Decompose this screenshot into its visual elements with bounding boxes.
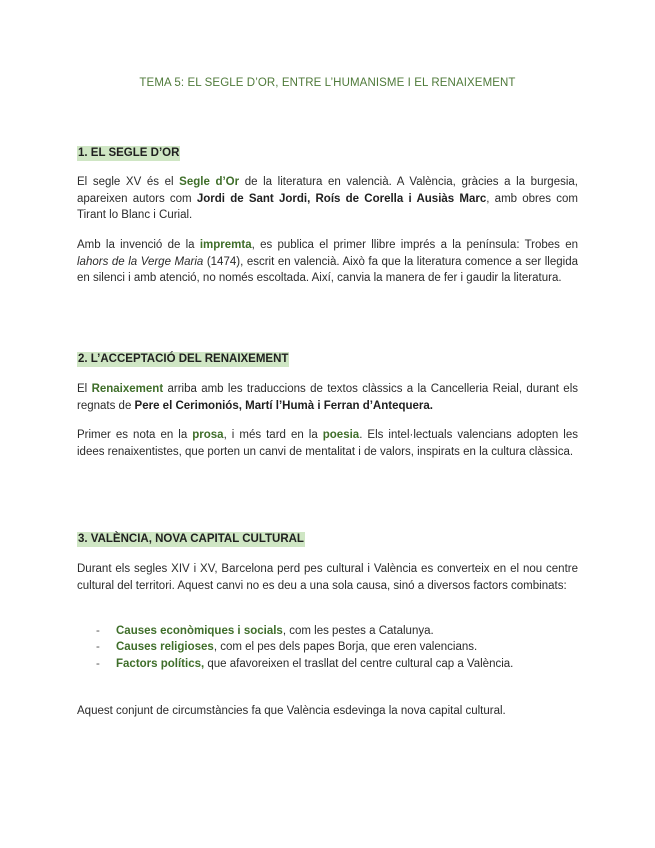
text: , es publica el primer llibre imprés a la península: Trobes en xyxy=(251,239,578,251)
text: El xyxy=(77,383,92,395)
bullet-dash: - xyxy=(96,657,100,670)
text: arriba amb les traduccions de textos clàssics a la Cancelleria Reial, durant els regnats de xyxy=(77,383,578,412)
highlight-term: impremta xyxy=(199,239,252,251)
list-item xyxy=(96,623,576,639)
bullet-dash: - xyxy=(96,641,100,654)
bold-authors: Jordi de Sant Jordi, Roís de Corella i Ausiàs Marc xyxy=(196,192,487,205)
text: Primer es nota en la xyxy=(77,429,193,441)
section-2-paragraph-2 xyxy=(77,427,578,460)
list-item-term: Causes econòmiques i socials xyxy=(116,625,283,637)
highlight-term: prosa xyxy=(192,429,224,441)
section-2-heading: 2. L’ACCEPTACIÓ DEL RENAIXEMENT xyxy=(78,353,289,365)
text: , i més tard en la xyxy=(223,429,323,441)
text: de la literatura en valencià. A València, gràcies a la burgesia, apareixen autors com xyxy=(77,176,578,205)
italic-title: lahors de la Verge Maria xyxy=(77,255,204,268)
section-3-heading: 3. VALÈNCIA, NOVA CAPITAL CULTURAL xyxy=(78,533,304,545)
list-item xyxy=(96,639,576,655)
bold-kings: Pere el Cerimoniós, Martí l’Humà i Ferran d’Antequera. xyxy=(134,399,433,412)
list-item-text: que afavoreixen el trasllat del centre cultural cap a València. xyxy=(204,657,514,670)
text: El segle XV és el xyxy=(77,176,180,188)
section-3-paragraph-1: Durant els segles XIV i XV, Barcelona perd pes cultural i València es converteix en el nou centre cultural del territori. Aquest canvi no es deu a una sola causa, sinó a diversos factors combinats: xyxy=(77,563,578,592)
section-1-paragraph-1 xyxy=(77,174,578,224)
text: Amb la invenció de la xyxy=(77,239,200,251)
text: (1474), escrit en valencià. Això fa que la literatura comence a ser llegida en silenci i amb atenció, no només escoltada. Així, canvia la manera de fer i gaudir la literatura. xyxy=(77,255,578,285)
list-item-term: Causes religioses xyxy=(116,641,214,654)
highlight-term: Renaixement xyxy=(91,383,164,395)
highlight-term: poesia xyxy=(322,429,360,441)
causes-list xyxy=(96,623,576,672)
list-item-text: , com les pestes a Catalunya. xyxy=(282,625,434,637)
section-3-paragraph-2: Aquest conjunt de circumstàncies fa que València esdevinga la nova capital cultural. xyxy=(77,705,506,717)
section-1-paragraph-2 xyxy=(77,237,578,287)
list-item-text: , com el pes dels papes Borja, que eren valencians. xyxy=(213,641,478,654)
bullet-dash: - xyxy=(96,625,100,637)
list-item xyxy=(96,656,576,672)
document-title: TEMA 5: EL SEGLE D’OR, ENTRE L’HUMANISME I EL RENAIXEMENT xyxy=(139,77,516,89)
section-1-heading: 1. EL SEGLE D’OR xyxy=(78,147,180,159)
section-2-paragraph-1 xyxy=(77,381,578,414)
list-item-term: Factors polítics, xyxy=(116,657,205,670)
highlight-term: Segle d’Or xyxy=(179,176,240,188)
text: . Els intel·lectuals valencians adopten les idees renaixentistes, que porten un canvi de mentalitat i de valors, inspirats en la cultura clàssica. xyxy=(77,429,578,458)
text: , amb obres com Tirant lo Blanc i Curial. xyxy=(77,192,578,222)
